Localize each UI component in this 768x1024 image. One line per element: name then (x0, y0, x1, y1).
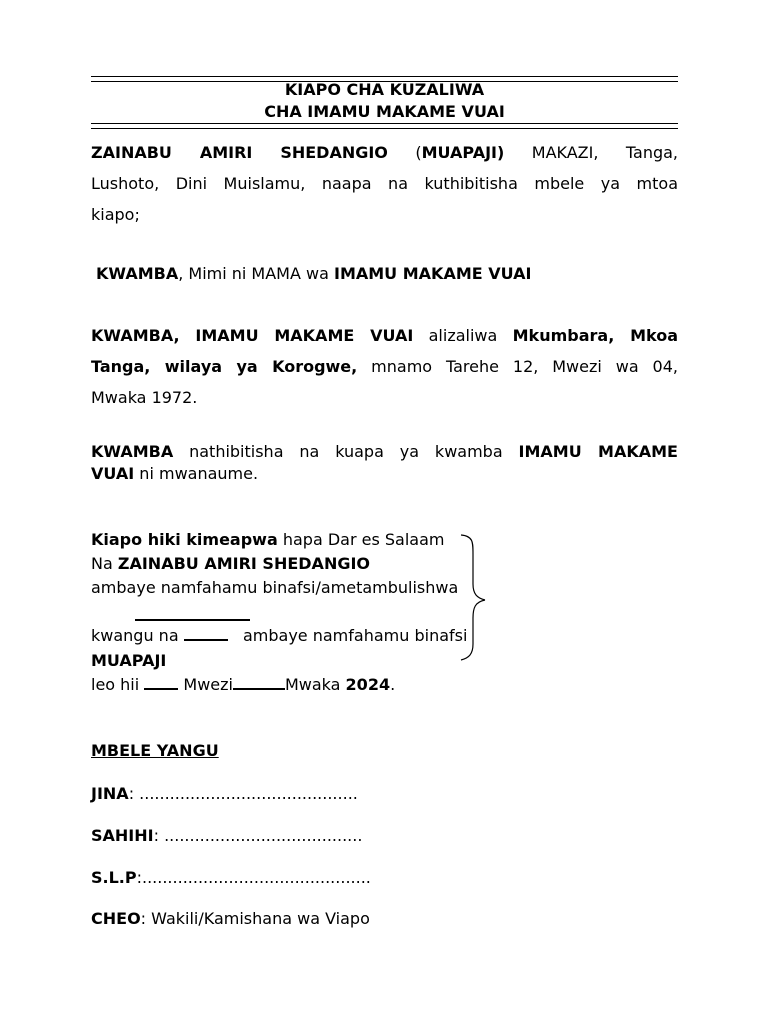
jurat-period: . (390, 675, 396, 694)
statement-birth (91, 320, 678, 413)
jurat-deponent-name: ZAINABU AMIRI SHEDANGIO (117, 554, 371, 573)
statement-birth-line3: Mwaka 1972. (91, 388, 198, 407)
cheo-label: CHEO (91, 909, 141, 928)
gender-text2: ni mwanaume. (134, 464, 259, 483)
statement-gender (91, 441, 678, 485)
jurat-brace-upper (461, 535, 485, 600)
sahihi-label: SAHIHI (91, 826, 154, 845)
document-title-line2: CHA IMAMU MAKAME VUAI (264, 102, 505, 121)
child-name: IMAMU MAKAME VUAI (334, 264, 532, 283)
slp-label: S.L.P (91, 868, 137, 887)
intro-line1 (91, 137, 678, 168)
gender-name1: IMAMU MAKAME (518, 442, 678, 461)
jurat-line3: ambaye namfahamu binafsi/ametambulishwa (91, 578, 459, 597)
intro-line1-rest: MAKAZI, Tanga, (531, 143, 679, 162)
sahihi-field: : ....................................... (153, 826, 363, 845)
kwamba-label: KWAMBA (96, 264, 179, 283)
jurat-kwangu-na: kwangu na (91, 626, 179, 645)
jurat-brace (459, 532, 489, 662)
before-me-heading: MBELE YANGU (91, 741, 219, 760)
birth-lead: KWAMBA, IMAMU MAKAME VUAI (91, 326, 414, 345)
deponent-role: MUAPAJI) (421, 143, 505, 162)
jurat-mwezi: Mwezi (183, 675, 233, 694)
intro-line2: Lushoto, Dini Muislamu, naapa na kuthibitisha mbele ya mtoa (91, 174, 678, 193)
jurat-line2 (91, 553, 370, 575)
gender-name2: VUAI (91, 464, 135, 483)
intro-paragraph (91, 137, 678, 230)
jurat-leo-hii: leo hii (91, 675, 140, 694)
title-bottom-rule (91, 123, 678, 129)
document-title-line1: KIAPO CHA KUZALIWA (284, 80, 485, 99)
identifier-blank (184, 625, 228, 641)
birth-place2: Tanga, wilaya ya Korogwe, (91, 357, 358, 376)
jina-label: JINA (91, 784, 129, 803)
slp-line (91, 867, 371, 889)
open-paren: ( (415, 143, 422, 162)
jurat-date-line (91, 674, 395, 696)
signature-line (135, 619, 250, 621)
statement-gender-line1 (91, 441, 678, 463)
birth-place1: Mkumbara, Mkoa (512, 326, 678, 345)
statement-birth-line1 (91, 320, 678, 351)
statement-mother-text: , Mimi ni MAMA wa (178, 264, 334, 283)
month-blank (233, 674, 285, 690)
jurat-na: Na (91, 554, 118, 573)
sahihi-line (91, 825, 362, 847)
statement-mother (96, 263, 683, 285)
birth-text1: alizaliwa (413, 326, 513, 345)
jina-field: : ........................................... (128, 784, 358, 803)
intro-line3: kiapo; (91, 205, 140, 224)
jurat-known-personally: ambaye namfahamu binafsi (242, 626, 468, 645)
jurat-brace-lower (461, 600, 485, 660)
statement-birth-line2 (91, 351, 678, 382)
statement-gender-line2 (91, 463, 678, 485)
jurat-place: hapa Dar es Salaam (277, 530, 445, 549)
kwamba-label-2: KWAMBA (91, 442, 174, 461)
deponent-name: ZAINABU AMIRI SHEDANGIO (91, 143, 388, 162)
slp-field: :............................................. (136, 868, 371, 887)
jurat-deponent-label: MUAPAJI (91, 651, 167, 670)
cheo-line (91, 908, 370, 930)
jurat-line1 (91, 529, 444, 551)
jurat-mwaka: Mwaka (284, 675, 346, 694)
jurat-line4 (91, 625, 467, 647)
day-blank (144, 674, 178, 690)
birth-text2: mnamo Tarehe 12, Mwezi wa 04, (357, 357, 679, 376)
cheo-value: : Wakili/Kamishana wa Viapo (140, 909, 370, 928)
gender-text1: nathibitisha na kuapa ya kwamba (173, 442, 519, 461)
jurat-year: 2024 (345, 675, 391, 694)
jurat-sworn-label: Kiapo hiki kimeapwa (91, 530, 278, 549)
jina-line (91, 783, 358, 805)
